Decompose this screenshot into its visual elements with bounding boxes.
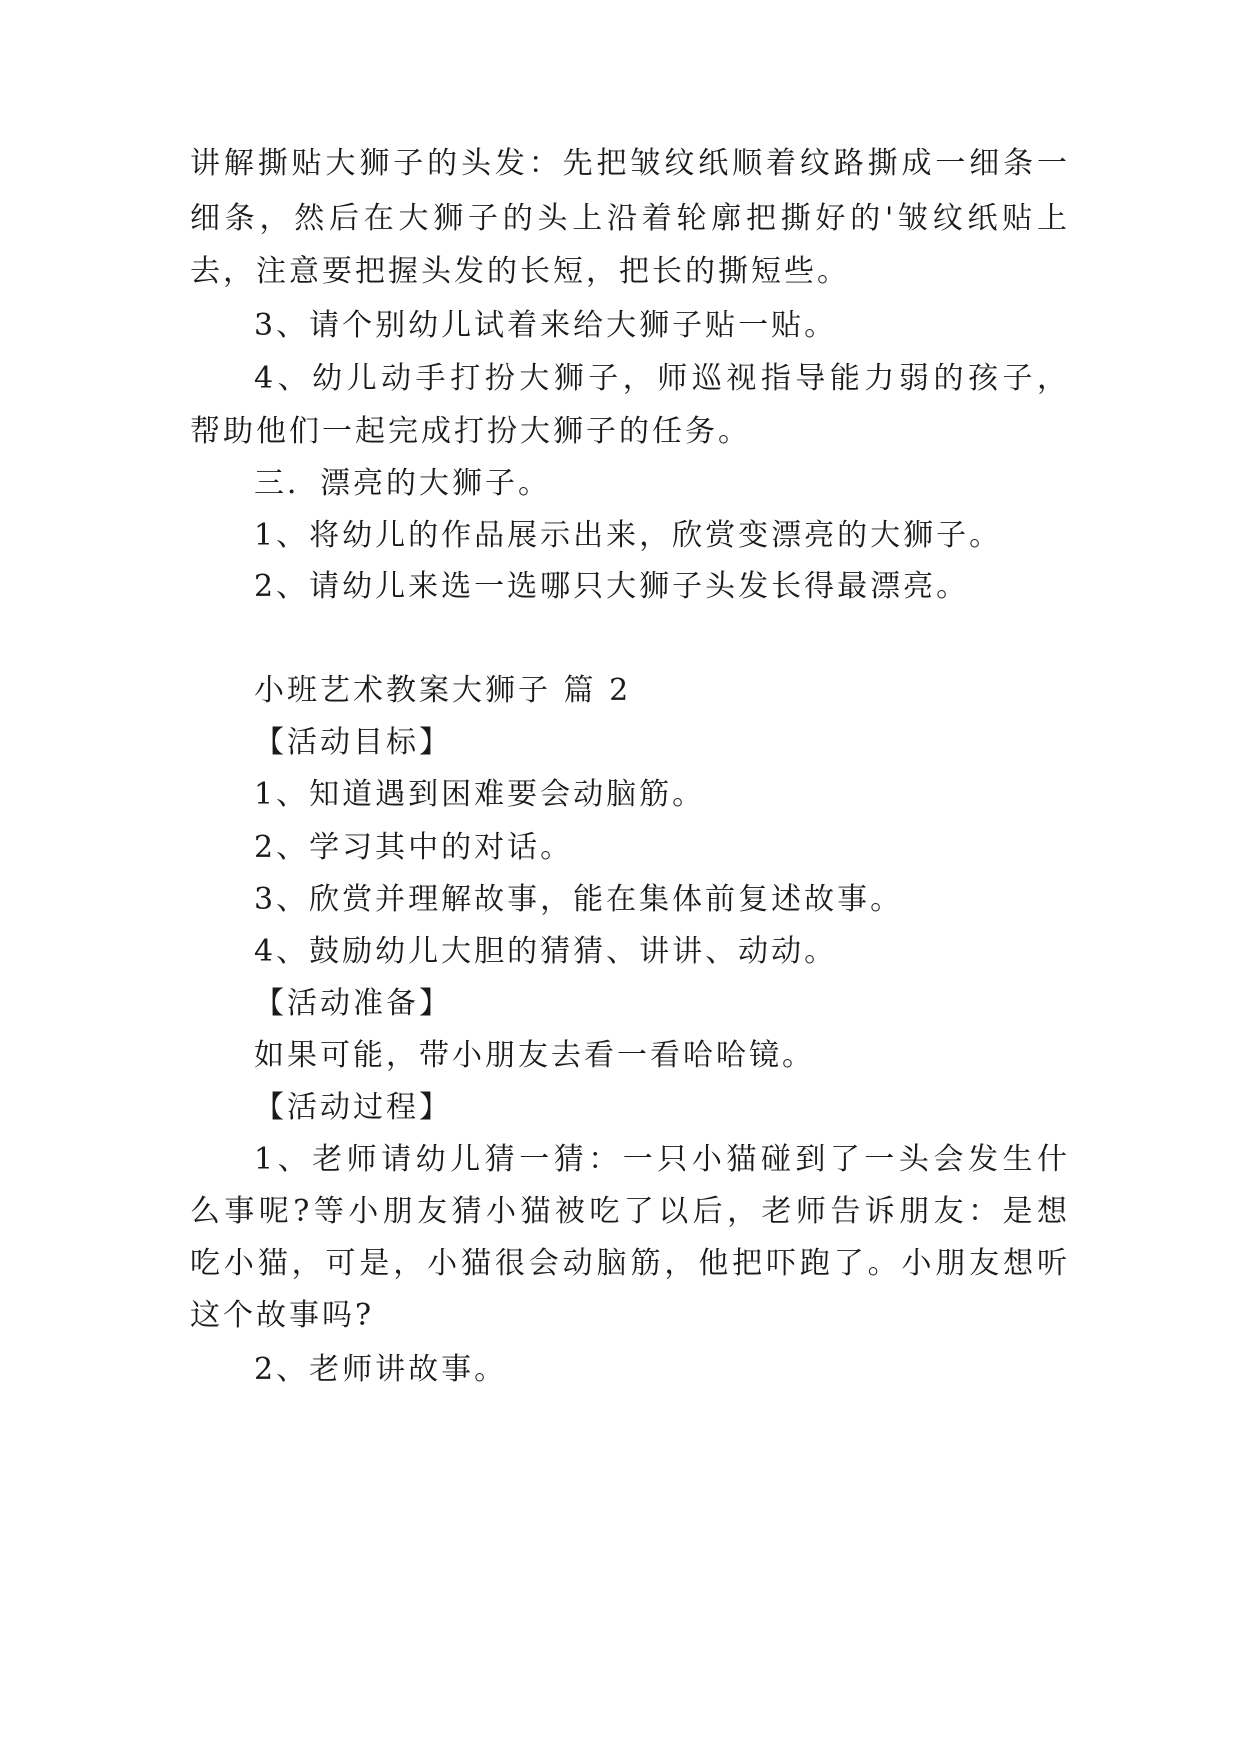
- section-heading: 【活动目标】: [254, 725, 452, 760]
- paragraph-line: 细条，然后在大狮子的头上沿着轮廓把撕好的'皱纹纸贴上: [190, 201, 1070, 236]
- list-item: 4、幼儿动手打扮大狮子，师巡视指导能力弱的孩子，: [254, 361, 1070, 396]
- section-heading: 【活动过程】: [254, 1090, 452, 1125]
- list-item: 4、鼓励幼儿大胆的猜猜、讲讲、动动。: [254, 934, 838, 969]
- paragraph-line: 么事呢?等小朋友猜小猫被吃了以后，老师告诉朋友：是想: [190, 1194, 1070, 1229]
- article-title: 小班艺术教案大狮子 篇 2: [254, 673, 632, 708]
- list-item: 1、老师请幼儿猜一猜：一只小猫碰到了一头会发生什: [254, 1142, 1070, 1177]
- paragraph-line: 去，注意要把握头发的长短，把长的撕短些。: [190, 254, 850, 289]
- list-item: 2、老师讲故事。: [254, 1352, 508, 1387]
- list-item: 2、请幼儿来选一选哪只大狮子头发长得最漂亮。: [254, 569, 970, 604]
- list-item: 3、欣赏并理解故事，能在集体前复述故事。: [254, 882, 904, 917]
- paragraph-line: 帮助他们一起完成打扮大狮子的任务。: [190, 414, 751, 449]
- list-item: 1、将幼儿的作品展示出来，欣赏变漂亮的大狮子。: [254, 518, 1003, 553]
- section-heading: 三．漂亮的大狮子。: [254, 466, 551, 501]
- paragraph-line: 如果可能，带小朋友去看一看哈哈镜。: [254, 1038, 815, 1073]
- paragraph-line: 吃小猫，可是，小猫很会动脑筋，他把吓跑了。小朋友想听: [190, 1246, 1070, 1281]
- list-item: 1、知道遇到困难要会动脑筋。: [254, 777, 706, 812]
- list-item: 2、学习其中的对话。: [254, 830, 574, 865]
- paragraph-line: 这个故事吗?: [190, 1298, 375, 1333]
- list-item: 3、请个别幼儿试着来给大狮子贴一贴。: [254, 308, 838, 343]
- section-heading: 【活动准备】: [254, 986, 452, 1021]
- paragraph-line: 讲解撕贴大狮子的头发：先把皱纹纸顺着纹路撕成一细条一: [190, 146, 1070, 181]
